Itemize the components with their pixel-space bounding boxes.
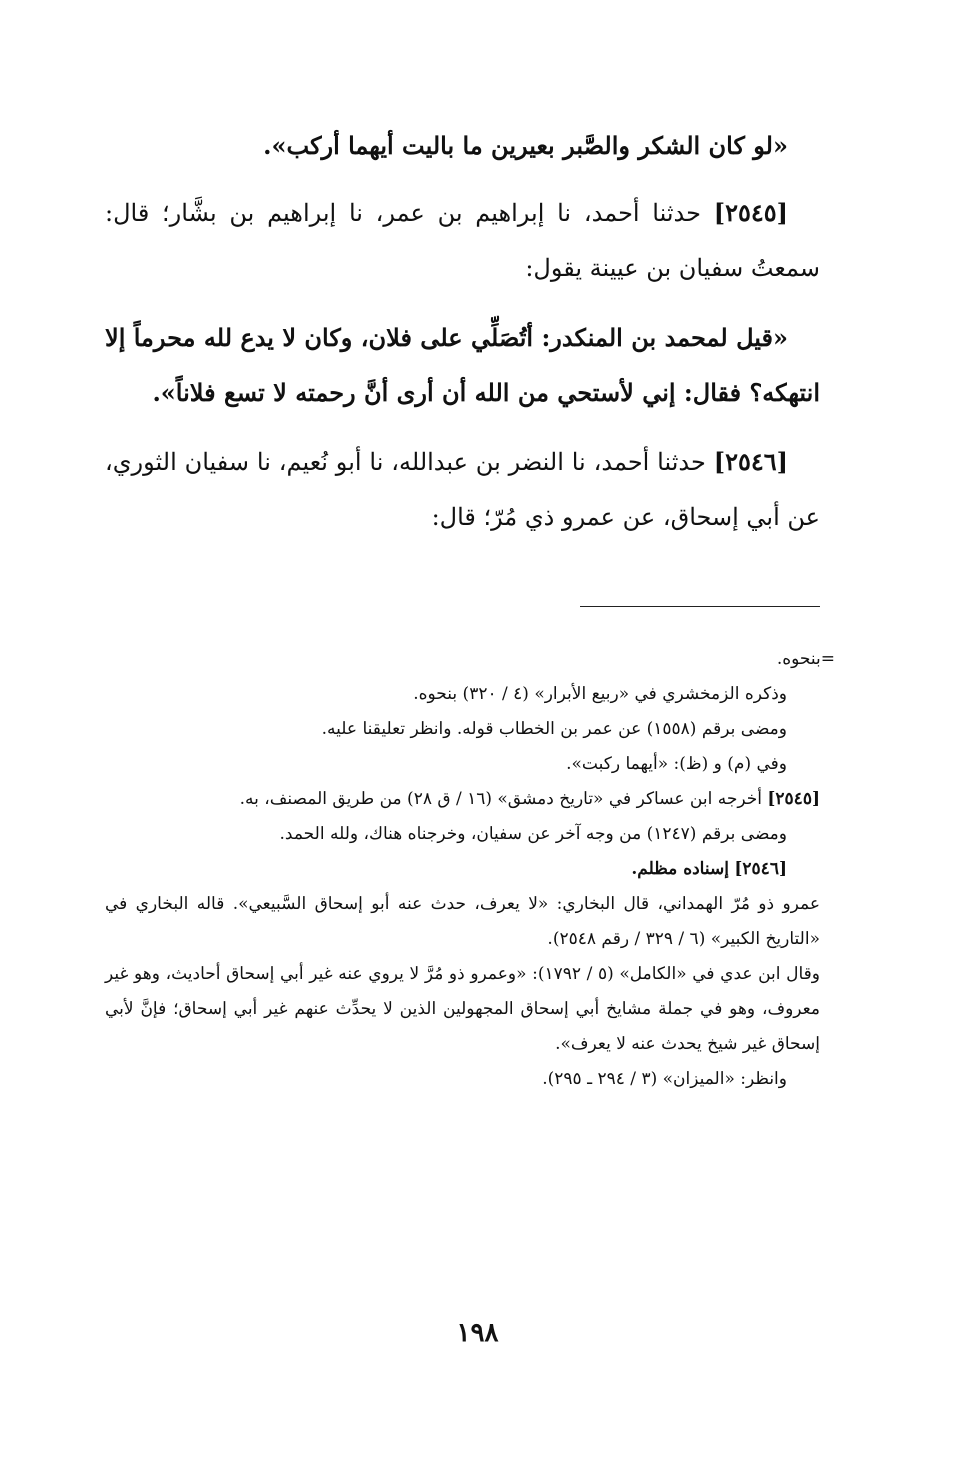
page-number: ١٩٨ — [456, 1318, 499, 1348]
hadith-number-2545: [٢٥٤٥] — [713, 198, 788, 227]
quote-paragraph-2: «قيل لمحمد بن المنكدر: أتُصَلِّي على فلان، وكان لا يدع لله محرماً إلا انتهكه؟ فقال: إني لأستحي من الله أن أرى أنَّ رحمته لا تسع فلاناً». — [105, 323, 820, 407]
footnote-separator — [580, 606, 820, 607]
footnote-line: وقال ابن عدي في «الكامل» (٥ / ١٧٩٢): «وعمرو ذو مُرَّ لا يروي عنه غير أبي إسحاق أحاديث، وهو غير معروف، وهو في جملة مشايخ أبي إسحاق المجهولين الذين لا يحدِّث عنهم غير أبي إسحاق؛ فإنَّ لأبي إسحاق غير شيخ يحدث عنه لا يعرف». — [105, 964, 820, 1054]
footnote-line: عمرو ذو مُرّ الهمداني، قال البخاري: «لا يعرف، حدث عنه أبو إسحاق السَّبيعي». قاله البخاري في «التاريخ الكبير» (٦ / ٣٢٩ / رقم ٢٥٤٨). — [105, 894, 820, 949]
footnote-line: وذكره الزمخشري في «ربيع الأبرار» (٤ / ٣٢٠) بنحوه. — [413, 684, 787, 704]
footnote-2546-text: إسناده مظلم. — [631, 859, 729, 879]
footnote-2545-text: أخرجه ابن عساكر في «تاريخ دمشق» (١٦ / ق ٢٨) من طريق المصنف، به. — [239, 789, 762, 809]
narration-2546-text: حدثنا أحمد، نا النضر بن عبدالله، نا أبو نُعيم، نا سفيان الثوري، عن أبي إسحاق، عن عمرو ذي مُرّ؛ قال: — [105, 448, 820, 531]
footnote-line: وفي (م) و (ظ): «أيهما ركبت». — [566, 754, 787, 774]
footnote-2545 — [105, 782, 835, 817]
quote-paragraph-1: «لو كان الشكر والصَّبر بعيرين ما باليت أيهما أركب». — [263, 131, 788, 160]
footnote-2546 — [105, 852, 835, 887]
footnote-line: =بنحوه. — [776, 649, 835, 669]
footnote-line: ومضى برقم (١٥٥٨) عن عمر بن الخطاب قوله. وانظر تعليقنا عليه. — [321, 719, 787, 739]
main-text — [105, 118, 820, 545]
footnote-line: وانظر: «الميزان» (٣ / ٢٩٤ ـ ٢٩٥). — [542, 1069, 787, 1089]
footnotes — [105, 642, 835, 1097]
narration-2546 — [105, 434, 820, 545]
footnote-number-2546: [٢٥٤٦] — [734, 859, 787, 879]
footnote-line: ومضى برقم (١٢٤٧) من وجه آخر عن سفيان، وخرجناه هناك، ولله الحمد. — [279, 824, 787, 844]
narration-2545-text: حدثنا أحمد، نا إبراهيم بن عمر، نا إبراهيم بن بشَّار؛ قال: سمعتُ سفيان بن عيينة يقول: — [105, 199, 820, 282]
narration-2545 — [105, 185, 820, 296]
hadith-number-2546: [٢٥٤٦] — [713, 447, 788, 476]
footnote-number-2545: [٢٥٤٥] — [767, 789, 820, 809]
